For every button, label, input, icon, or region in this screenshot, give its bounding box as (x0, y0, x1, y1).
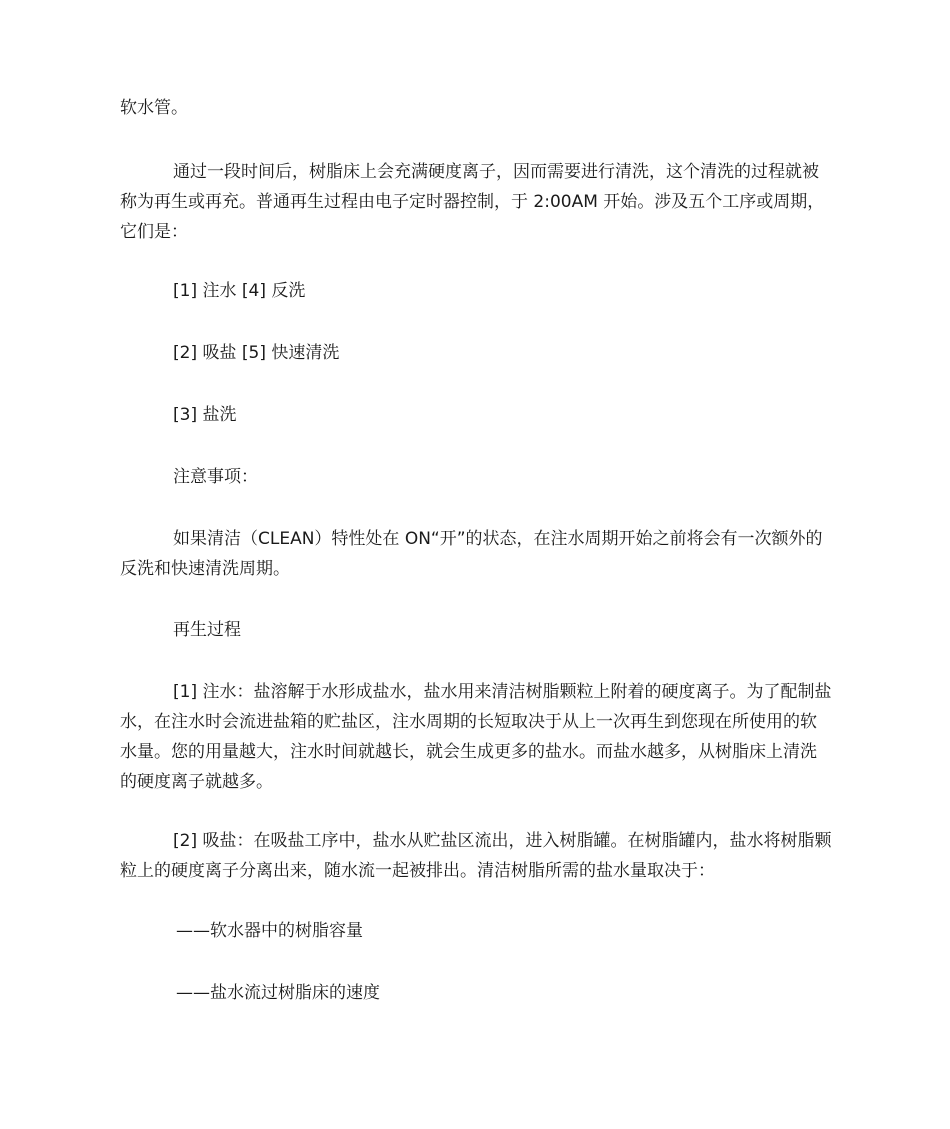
list-item-step-2-5: [2] 吸盐 [5] 快速清洗 (173, 343, 340, 363)
notes-heading: 注意事项： (173, 467, 258, 487)
paragraph-regeneration-intro: 通过一段时间后，树脂床上会充满硬度离子，因而需要进行清洗，这个清洗的过程就被称为再生或再充。普通再生过程由电子定时器控制，于 2:00AM 开始。涉及五个工序或周期，它们是： (120, 162, 825, 242)
list-item-brine-flow-speed: ——盐水流过树脂床的速度 (176, 983, 380, 1003)
paragraph-fill-step: [1] 注水：盐溶解于水形成盐水，盐水用来清洁树脂颗粒上附着的硬度离子。为了配制盐水，在注水时会流进盐箱的贮盐区，注水周期的长短取决于从上一次再生到您现在所使用的软水量。您的用量越大，注水时间就越长，就会生成更多的盐水。而盐水越多，从树脂床上清洗的硬度离子就越多。 (120, 682, 832, 792)
list-item-step-1-4: [1] 注水 [4] 反洗 (173, 281, 306, 301)
list-item-resin-capacity: ——软水器中的树脂容量 (176, 921, 363, 941)
paragraph-brine-step: [2] 吸盐：在吸盐工序中，盐水从贮盐区流出，进入树脂罐。在树脂罐内，盐水将树脂颗粒上的硬度离子分离出来，随水流一起被排出。清洁树脂所需的盐水量取决于： (120, 831, 832, 881)
paragraph-clean-feature: 如果清洁（CLEAN）特性处在 ON“开”的状态，在注水周期开始之前将会有一次额外的反洗和快速清洗周期。 (120, 529, 823, 579)
list-item-step-3: [3] 盐洗 (173, 405, 237, 425)
paragraph-continuation: 软水管。 (120, 98, 188, 118)
section-heading-regeneration: 再生过程 (173, 620, 241, 640)
